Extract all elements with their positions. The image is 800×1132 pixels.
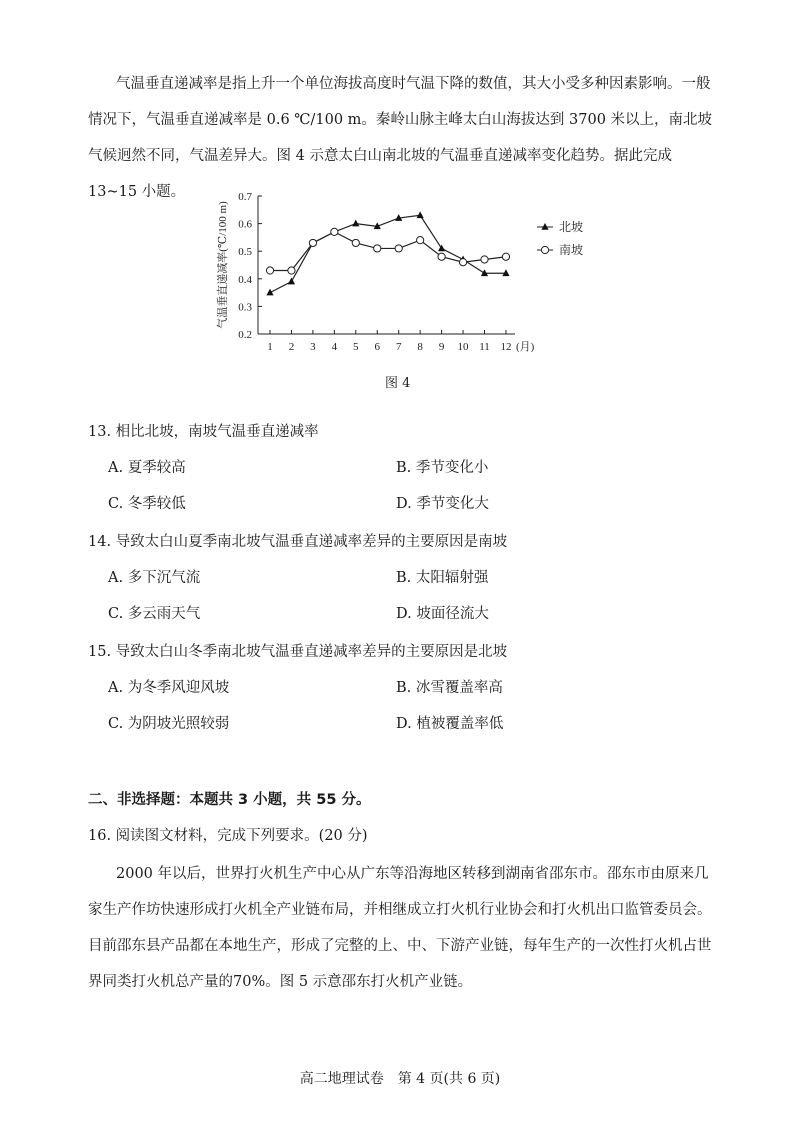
legend-label-south-slope: 南坡	[559, 243, 584, 257]
y-tick-label: 0.7	[238, 191, 252, 203]
x-tick-label: 12	[500, 341, 512, 353]
x-tick-label: 2	[288, 341, 295, 353]
y-tick-label: 0.2	[238, 329, 252, 341]
page-footer: 高二地理试卷 第 4 页(共 6 页)	[299, 1071, 501, 1087]
x-tick-label: 5	[353, 341, 359, 353]
y-tick-label: 0.3	[238, 301, 252, 314]
south-slope-point	[374, 245, 381, 252]
question-14-option-c: C. 多云雨天气	[108, 606, 201, 622]
y-tick-label: 0.6	[238, 218, 252, 231]
south-slope-point	[438, 253, 445, 260]
north-slope-point	[288, 278, 295, 285]
legend-circle-icon	[541, 246, 548, 253]
question-13-option-b: B. 季节变化小	[396, 460, 489, 476]
series-line-north-slope	[270, 215, 506, 292]
x-tick-label: 11	[479, 341, 490, 353]
question-15-option-d: D. 植被覆盖率低	[396, 716, 504, 732]
x-tick-label: 1	[267, 341, 273, 353]
question-14-option-b: B. 太阳辐射强	[396, 570, 489, 586]
x-tick-label: 10	[457, 341, 469, 353]
section-2-heading: 二、非选择题：本题共 3 小题，共 55 分。	[88, 792, 371, 808]
y-tick-label: 0.4	[238, 273, 252, 286]
south-slope-point	[502, 253, 509, 260]
x-axis-unit-label: (月)	[515, 341, 535, 353]
question-15-option-c: C. 为阴坡光照较弱	[108, 716, 230, 732]
x-tick-label: 4	[331, 341, 338, 353]
figure-4-chart	[200, 182, 600, 392]
south-slope-point	[309, 239, 316, 246]
question-16-material-text: 2000 年以后，世界打火机生产中心从广东等沿海地区转移到湖南省邵东市。邵东市由原来几家生产作坊快速形成打火机全产业链布局，并相继成立打火机行业协会和打火机出口监管委员会。目前邵东县产品都在本地生产，形成了完整的上、中、下游产业链，每年生产的一次性打火机占世界同类打火机总产量的70%。图 5 示意邵东打火机产业链。	[88, 866, 712, 990]
x-tick-label: 7	[395, 341, 402, 353]
question-16-material	[88, 856, 720, 1000]
south-slope-point	[288, 267, 295, 274]
south-slope-point	[331, 228, 338, 235]
question-14-stem: 14. 导致太白山夏季南北坡气温垂直递减率差异的主要原因是南坡	[88, 534, 508, 550]
question-13-stem: 13. 相比北坡，南坡气温垂直递减率	[88, 424, 319, 440]
legend-triangle-icon	[541, 223, 548, 230]
north-slope-point	[352, 220, 359, 227]
north-slope-point	[266, 289, 273, 296]
question-14-option-a: A. 多下沉气流	[108, 570, 201, 586]
x-tick-label: 6	[374, 341, 380, 353]
question-16-stem: 16. 阅读图文材料，完成下列要求。(20 分)	[88, 828, 368, 844]
south-slope-point	[266, 267, 273, 274]
x-tick-label: 9	[438, 341, 445, 353]
south-slope-point	[417, 237, 424, 244]
question-13-option-d: D. 季节变化大	[396, 496, 489, 512]
question-13-option-c: C. 冬季较低	[108, 496, 186, 512]
south-slope-point	[459, 259, 466, 266]
north-slope-point	[417, 211, 424, 218]
figure-caption: 图 4	[385, 376, 411, 391]
x-tick-label: 3	[310, 341, 316, 353]
question-15-stem: 15. 导致太白山冬季南北坡气温垂直递减率差异的主要原因是北坡	[88, 644, 508, 660]
south-slope-point	[395, 245, 402, 252]
y-axis-title: 气温垂直递减率(℃/100 m)	[217, 201, 229, 329]
legend-label-north-slope: 北坡	[559, 220, 584, 234]
south-slope-point	[481, 256, 488, 263]
x-tick-label: 8	[417, 341, 423, 353]
question-15-option-a: A. 为冬季风迎风坡	[108, 680, 230, 696]
y-tick-label: 0.5	[238, 246, 252, 259]
question-13-option-a: A. 夏季较高	[108, 460, 186, 476]
south-slope-point	[352, 239, 359, 246]
question-15-option-b: B. 冰雪覆盖率高	[396, 680, 503, 696]
intro-text: 气温垂直递减率是指上升一个单位海拔高度时气温下降的数值，其大小受多种因素影响。一般情况下，气温垂直递减率是 0.6 ℃/100 m。秦岭山脉主峰太白山海拔达到 3700 米以上，南北坡气候迥然不同，气温差异大。图 4 示意太白山南北坡的气温垂直递减率变化趋势。据此完成 13~15 小题。	[88, 76, 713, 200]
question-14-option-d: D. 坡面径流大	[396, 606, 489, 622]
